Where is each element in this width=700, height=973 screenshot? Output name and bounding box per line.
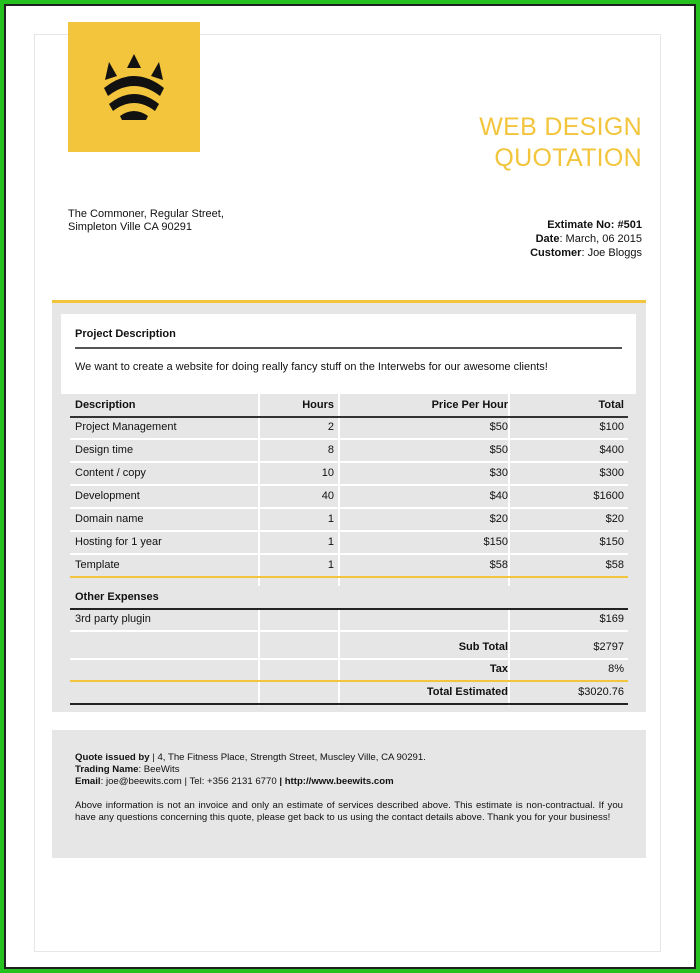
table-row bbox=[70, 462, 628, 486]
total-value: $3020.76 bbox=[578, 686, 624, 698]
other-expense-row bbox=[70, 608, 628, 632]
row-price: $40 bbox=[489, 490, 508, 502]
row-description: Content / copy bbox=[75, 467, 146, 479]
row-hours: 40 bbox=[321, 490, 334, 502]
other-expenses-heading-row bbox=[70, 586, 628, 610]
row-total: $1600 bbox=[593, 490, 624, 502]
quote-date: Date: March, 06 2015 bbox=[535, 233, 642, 245]
total-row bbox=[70, 681, 628, 705]
row-price: $30 bbox=[489, 467, 508, 479]
project-description-text: We want to create a website for doing really fancy stuff on the Interwebs for our awesome clients! bbox=[75, 361, 548, 373]
quote-customer: Customer: Joe Bloggs bbox=[530, 247, 642, 259]
title-line-1: WEB DESIGN bbox=[479, 113, 642, 141]
company-logo bbox=[68, 22, 200, 152]
address-line-2: Simpleton Ville CA 90291 bbox=[68, 221, 192, 233]
quote-meta bbox=[530, 218, 642, 260]
header-price: Price Per Hour bbox=[431, 399, 508, 411]
row-price: $20 bbox=[489, 513, 508, 525]
row-hours: 8 bbox=[327, 444, 334, 456]
row-hours: 10 bbox=[321, 467, 334, 479]
subtotal-label: Sub Total bbox=[458, 641, 508, 653]
row-price: $50 bbox=[489, 421, 508, 433]
header-description: Description bbox=[75, 399, 136, 411]
table-row bbox=[70, 508, 628, 532]
row-total: $169 bbox=[599, 613, 624, 625]
disclaimer-note: Above information is not an invoice and only an estimate of services described above. This estimate is non-contractual. If you have any questions concerning this quote, please get back to us using the contact details above. Thank you for your business! bbox=[75, 800, 623, 823]
trading-name-line: Trading Name: BeeWits bbox=[75, 764, 180, 775]
website-link[interactable]: | http://www.beewits.com bbox=[279, 776, 394, 787]
row-description: Design time bbox=[75, 444, 134, 456]
crown-icon bbox=[100, 54, 168, 120]
row-total: $100 bbox=[599, 421, 624, 433]
project-description-heading: Project Description bbox=[75, 328, 622, 349]
row-total: $400 bbox=[599, 444, 624, 456]
company-address bbox=[68, 208, 224, 234]
document-title bbox=[479, 112, 642, 174]
row-description: Template bbox=[75, 559, 120, 571]
other-expenses-heading: Other Expenses bbox=[75, 591, 159, 603]
row-hours: 2 bbox=[327, 421, 334, 433]
tax-value: 8% bbox=[608, 663, 624, 675]
table-row bbox=[70, 531, 628, 555]
pricing-table bbox=[70, 394, 628, 706]
table-row bbox=[70, 554, 628, 578]
row-description: 3rd party plugin bbox=[75, 613, 151, 625]
table-row bbox=[70, 485, 628, 509]
row-price: $150 bbox=[483, 536, 508, 548]
address-line-1: The Commoner, Regular Street, bbox=[68, 208, 224, 220]
subtotal-row bbox=[70, 636, 628, 660]
table-row bbox=[70, 439, 628, 463]
row-total: $58 bbox=[605, 559, 624, 571]
row-hours: 1 bbox=[327, 559, 334, 571]
title-line-2: QUOTATION bbox=[494, 144, 642, 172]
tax-label: Tax bbox=[489, 663, 508, 675]
row-hours: 1 bbox=[327, 536, 334, 548]
row-description: Development bbox=[75, 490, 140, 502]
total-label: Total Estimated bbox=[426, 686, 508, 698]
row-total: $150 bbox=[599, 536, 624, 548]
header-hours: Hours bbox=[302, 399, 334, 411]
header-total: Total bbox=[598, 399, 624, 411]
estimate-number: Extimate No: #501 bbox=[547, 219, 642, 231]
table-row bbox=[70, 416, 628, 440]
row-description: Project Management bbox=[75, 421, 177, 433]
row-hours: 1 bbox=[327, 513, 334, 525]
email-text: : joe@beewits.com | Tel: +356 2131 6770 bbox=[100, 776, 280, 787]
row-price: $58 bbox=[489, 559, 508, 571]
subtotal-value: $2797 bbox=[593, 641, 624, 653]
table-header bbox=[70, 394, 628, 418]
row-total: $20 bbox=[605, 513, 624, 525]
issued-by-line: Quote issued by | 4, The Fitness Place, Strength Street, Muscley Ville, CA 90291. bbox=[75, 752, 426, 763]
contact-line: Email: joe@beewits.com | Tel: +356 2131 6770 | http://www.beewits.com bbox=[75, 776, 394, 787]
row-description: Domain name bbox=[75, 513, 144, 525]
row-price: $50 bbox=[489, 444, 508, 456]
footer-panel bbox=[52, 730, 646, 858]
tax-row bbox=[70, 658, 628, 682]
row-description: Hosting for 1 year bbox=[75, 536, 162, 548]
project-description-box bbox=[61, 314, 636, 394]
row-total: $300 bbox=[599, 467, 624, 479]
